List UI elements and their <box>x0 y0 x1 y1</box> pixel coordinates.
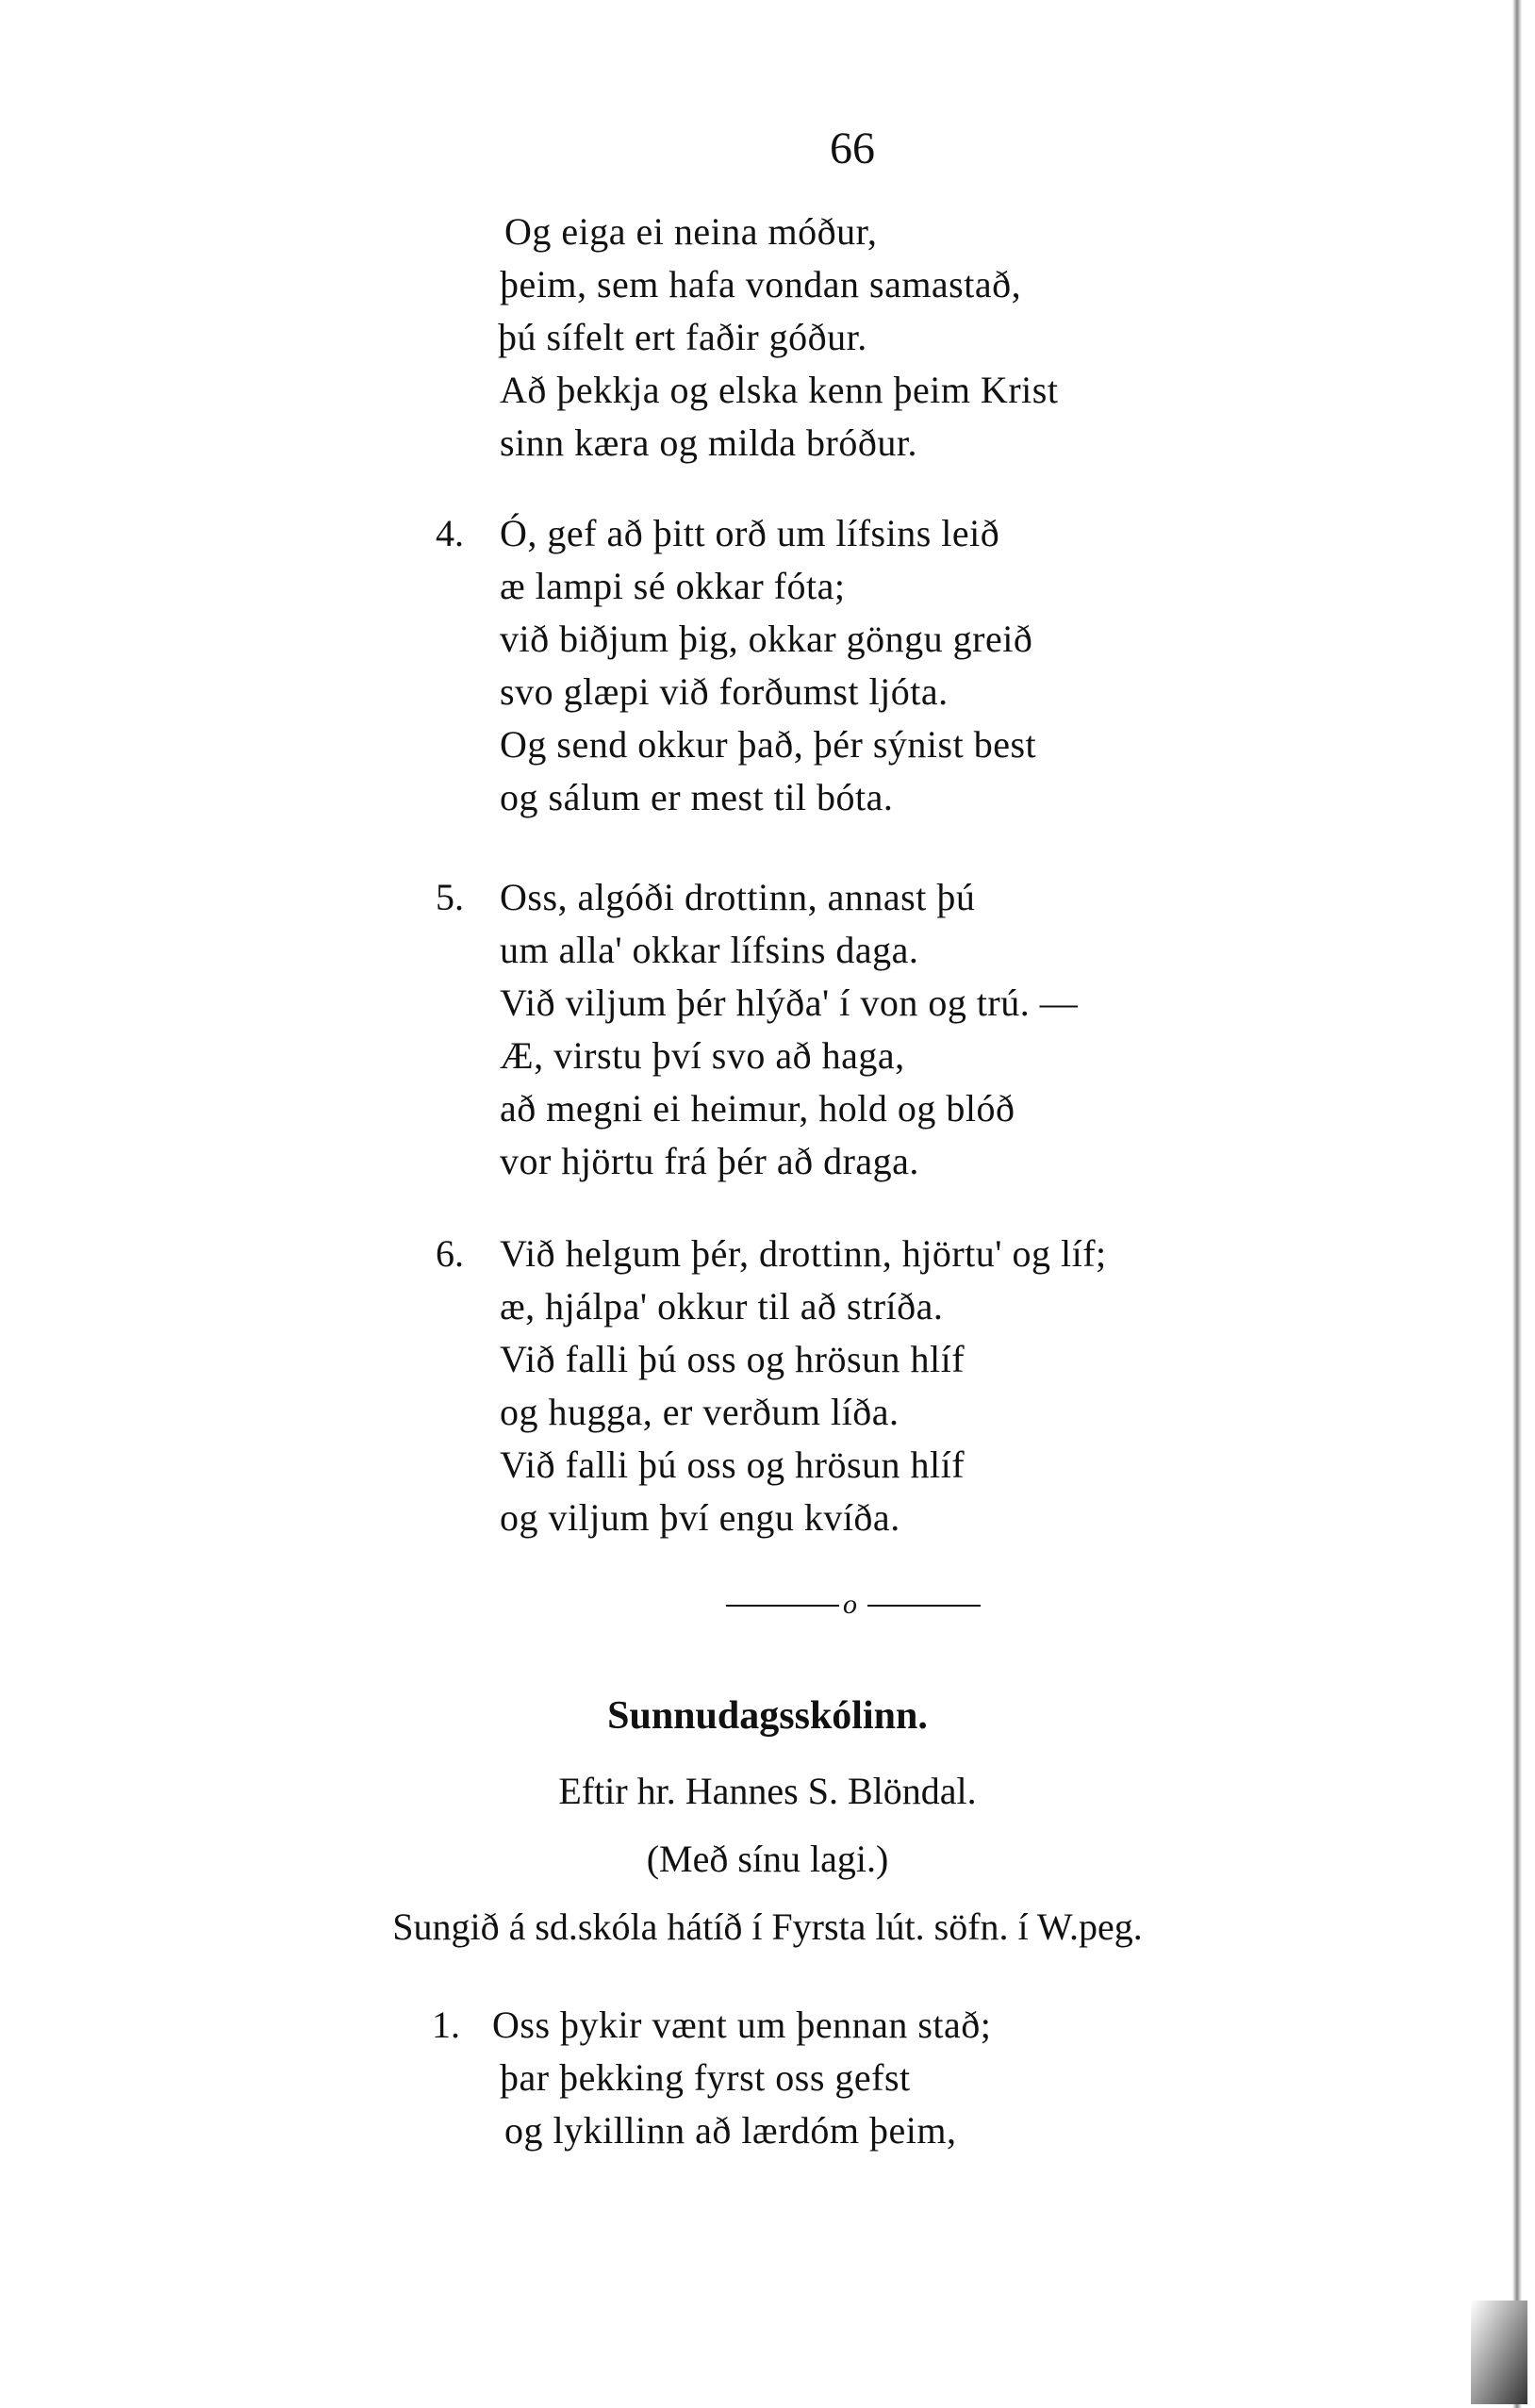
verse-line: Við helgum þér, drottinn, hjörtu' og líf; <box>500 1232 1107 1275</box>
verse-number: 6. <box>436 1232 464 1275</box>
verse-number: 1. <box>432 2004 460 2046</box>
verse-line: Og send okkur það, þér sýnist best <box>500 723 1037 766</box>
verse-line: Og eiga ei neina móður, <box>504 210 878 253</box>
page-number: 66 <box>830 124 875 173</box>
section-separator <box>726 1586 990 1624</box>
verse-line: vor hjörtu frá þér að draga. <box>500 1140 919 1182</box>
verse-line: um alla' okkar lífsins daga. <box>500 929 919 971</box>
verse-line: við biðjum þig, okkar göngu greið <box>500 618 1033 660</box>
verse-line: þar þekking fyrst oss gefst <box>500 2056 911 2099</box>
verse-line: og sálum er mest til bóta. <box>500 776 894 818</box>
scan-corner-mark <box>1471 2301 1527 2404</box>
verse-line: og lykillinn að lærdóm þeim, <box>504 2109 957 2152</box>
hymn-title: Sunnudagsskólinn. <box>607 1694 928 1738</box>
verse-line: Oss þykir vænt um þennan stað; <box>492 2004 992 2046</box>
hymn-author: Eftir hr. Hannes S. Blöndal. <box>558 1770 977 1812</box>
verse-line: og viljum því engu kvíða. <box>500 1496 900 1539</box>
verse-line: Við falli þú oss og hrösun hlíf <box>500 1443 966 1486</box>
verse-line: Að þekkja og elska kenn þeim Krist <box>500 369 1059 411</box>
verse-line: að megni ei heimur, hold og blóð <box>500 1087 1015 1130</box>
verse-line: og hugga, er verðum líða. <box>500 1391 900 1433</box>
verse-line: Við falli þú oss og hrösun hlíf <box>500 1338 966 1380</box>
verse-line: Ó, gef að þitt orð um lífsins leið <box>500 512 1000 554</box>
hymn-note: Sungið á sd.skóla hátíð í Fyrsta lút. söfn. í W.peg. <box>392 1905 1143 1948</box>
verse-line: æ, hjálpa' okkur til að stríða. <box>500 1285 944 1328</box>
verse-line: Æ, virstu því svo að haga, <box>500 1034 905 1077</box>
verse-line: þeim, sem hafa vondan samastað, <box>500 263 1022 305</box>
separator-rule-left <box>726 1605 839 1607</box>
hymn-melody: (Með sínu lagi.) <box>646 1838 889 1880</box>
verse-line: svo glæpi við forðumst ljóta. <box>500 670 949 713</box>
separator-mark: o <box>843 1589 857 1620</box>
verse-line: Oss, algóði drottinn, annast þú <box>500 876 976 918</box>
separator-rule-right <box>867 1605 981 1607</box>
verse-line: æ lampi sé okkar fóta; <box>500 565 846 607</box>
verse-number: 5. <box>436 876 464 918</box>
verse-line: Við viljum þér hlýða' í von og trú. — <box>500 981 1079 1024</box>
verse-number: 4. <box>436 512 464 554</box>
verse-line: sinn kæra og milda bróður. <box>500 421 917 464</box>
verse-line: þú sífelt ert faðir góður. <box>498 316 867 358</box>
page-edge-shadow <box>1512 0 1522 2408</box>
